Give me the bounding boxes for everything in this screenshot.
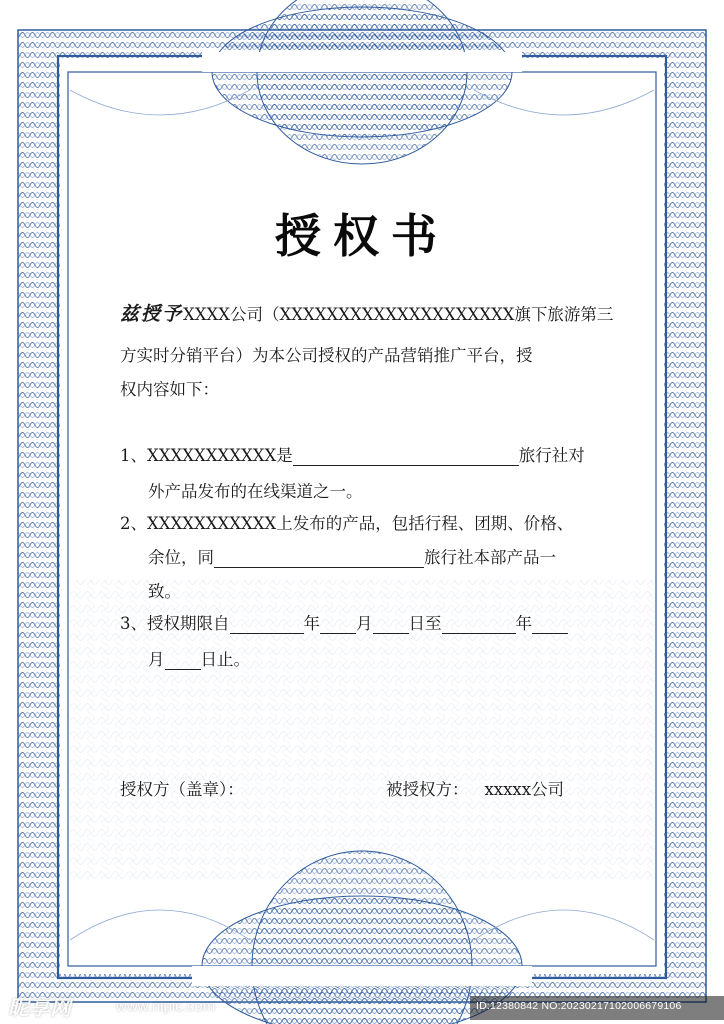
watermark-url: www.nipic.com: [116, 998, 216, 1015]
item-2-number: 2、: [120, 514, 147, 533]
item-3-text-a: 授权期限自: [147, 614, 230, 633]
intro-line1-text: XXXX公司（XXXXXXXXXXXXXXXXXXXX旗下旅游第三: [183, 305, 614, 324]
start-day-blank[interactable]: [373, 615, 409, 634]
end-label: 日止。: [200, 650, 250, 669]
item-2: [120, 514, 573, 534]
item-1-blank[interactable]: [293, 447, 519, 466]
document-title: 授权书: [275, 209, 449, 263]
item-2-text-a: XXXXXXXXXXX上发布的产品，包括行程、团期、价格、: [147, 514, 574, 533]
grantee-line: [386, 780, 564, 800]
start-month-blank[interactable]: [320, 615, 356, 634]
top-rosette: [202, 0, 522, 164]
start-day-label: 日至: [408, 614, 442, 633]
intro-lead: 兹授予: [120, 303, 184, 325]
start-year-label: 年: [303, 614, 320, 633]
item-2-continuation-2: 致。: [148, 582, 181, 601]
item-1-text-a: XXXXXXXXXXX是: [147, 446, 293, 465]
item-2-cont-a: 余位，同: [148, 548, 214, 567]
intro-line-2: 方实时分销平台）为本公司授权的产品营销推广平台，授: [120, 346, 533, 365]
end-month-blank-a[interactable]: [532, 615, 568, 634]
item-1: [120, 446, 585, 466]
intro-line-1: [120, 304, 613, 325]
grantee-label: 被授权方：: [386, 780, 469, 799]
item-2-continuation: [148, 548, 556, 568]
grantor-label: 授权方（盖章）：: [120, 780, 244, 799]
item-2-blank[interactable]: [214, 549, 424, 568]
item-3-number: 3、: [120, 614, 147, 633]
watermark-id: ID:12380842 NO:20230217102006679106: [476, 1000, 682, 1012]
intro-line-3: 权内容如下：: [120, 380, 219, 399]
end-month-label: 月: [148, 650, 165, 669]
start-month-label: 月: [356, 614, 373, 633]
end-day-blank[interactable]: [165, 651, 201, 670]
start-year-blank[interactable]: [230, 615, 304, 634]
item-1-continuation: 外产品发布的在线渠道之一。: [148, 482, 363, 501]
end-year-blank[interactable]: [442, 615, 516, 634]
item-1-number: 1、: [120, 446, 147, 465]
item-3: [120, 614, 568, 634]
item-3-continuation: [148, 650, 250, 670]
item-1-text-b: 旅行社对: [518, 446, 585, 465]
grantee-value: xxxxx公司: [484, 780, 565, 799]
watermark-logo: 昵享网: [8, 997, 71, 1020]
item-2-cont-b: 旅行社本部产品一: [424, 548, 556, 567]
end-year-label: 年: [515, 614, 532, 633]
